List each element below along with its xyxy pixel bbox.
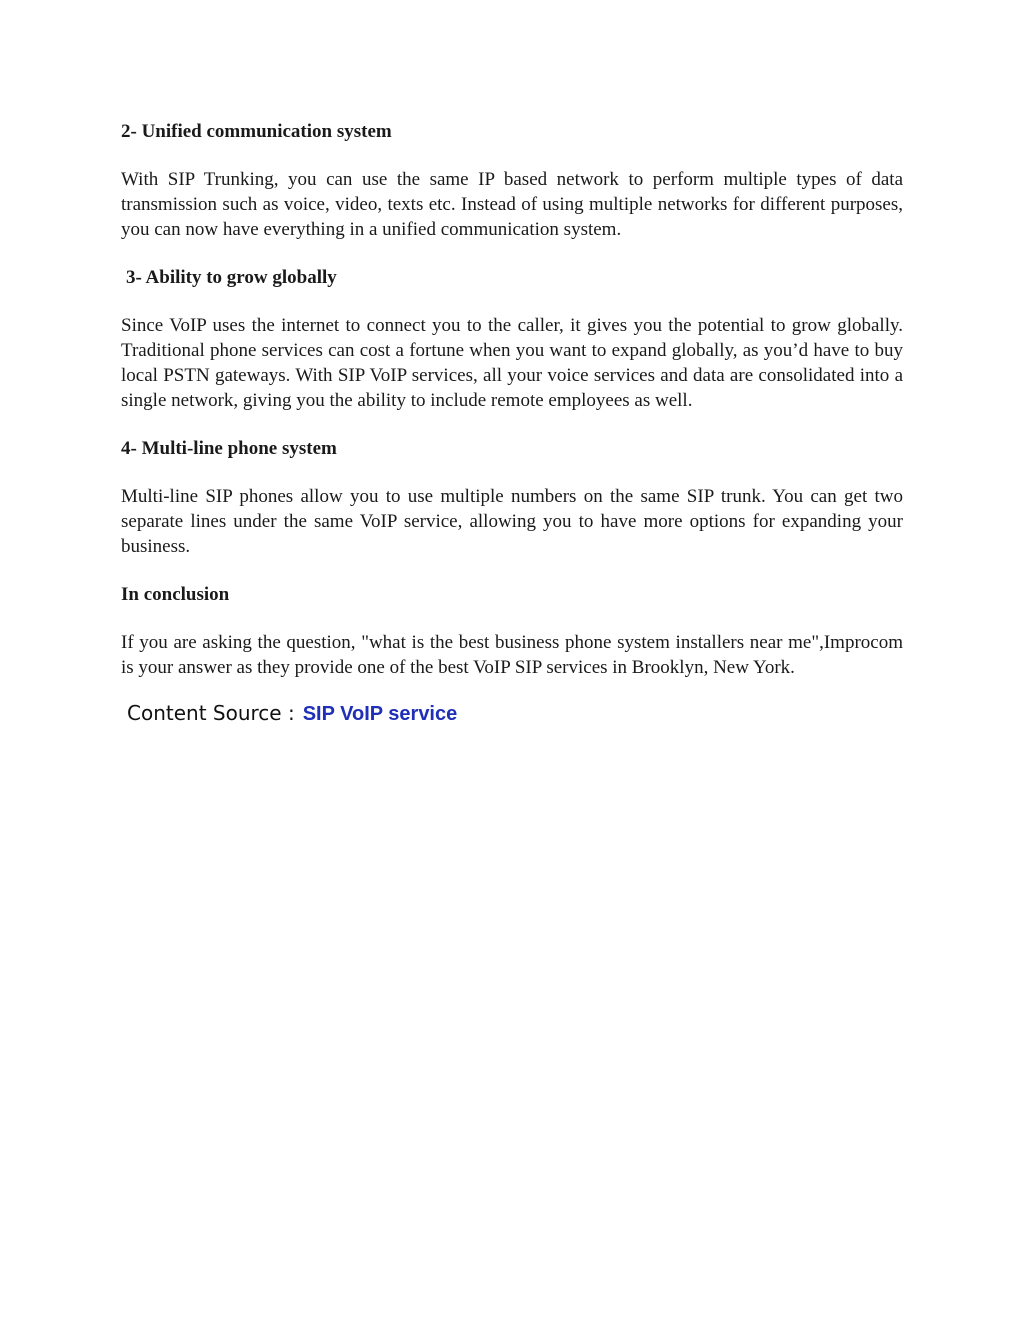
section-body-unified-communication: With SIP Trunking, you can use the same IP based network to perform multiple types of data transmission such as voice, video, texts etc. Instead of using multiple networks for different purposes, you can now have everything in a unified communication system. xyxy=(121,169,903,240)
section-heading-multi-line: 4- Multi-line phone system xyxy=(121,438,337,459)
section-heading-conclusion: In conclusion xyxy=(121,584,230,605)
content-source-label: Content Source : xyxy=(127,701,295,725)
content-source-link[interactable]: SIP VoIP service xyxy=(302,703,458,725)
section-heading-unified-communication: 2- Unified communication system xyxy=(121,121,392,142)
section-body-conclusion: If you are asking the question, "what is the best business phone system installers near me",Improcom is your answer as they provide one of the best VoIP SIP services in Brooklyn, New York. xyxy=(121,632,903,678)
section-body-grow-globally: Since VoIP uses the internet to connect you to the caller, it gives you the potential to grow globally. Traditional phone services can cost a fortune when you want to expand globally, as you’d have to buy local PSTN gateways. With SIP VoIP services, all your voice services and data are consolidated into a single network, giving you the ability to include remote employees as well. xyxy=(121,315,903,411)
document-page xyxy=(121,119,903,728)
content-source-line xyxy=(121,699,903,728)
section-body-multi-line: Multi-line SIP phones allow you to use multiple numbers on the same SIP trunk. You can get two separate lines under the same VoIP service, allowing you to have more options for expanding your business. xyxy=(121,486,903,557)
section-heading-grow-globally: 3- Ability to grow globally xyxy=(126,267,337,288)
